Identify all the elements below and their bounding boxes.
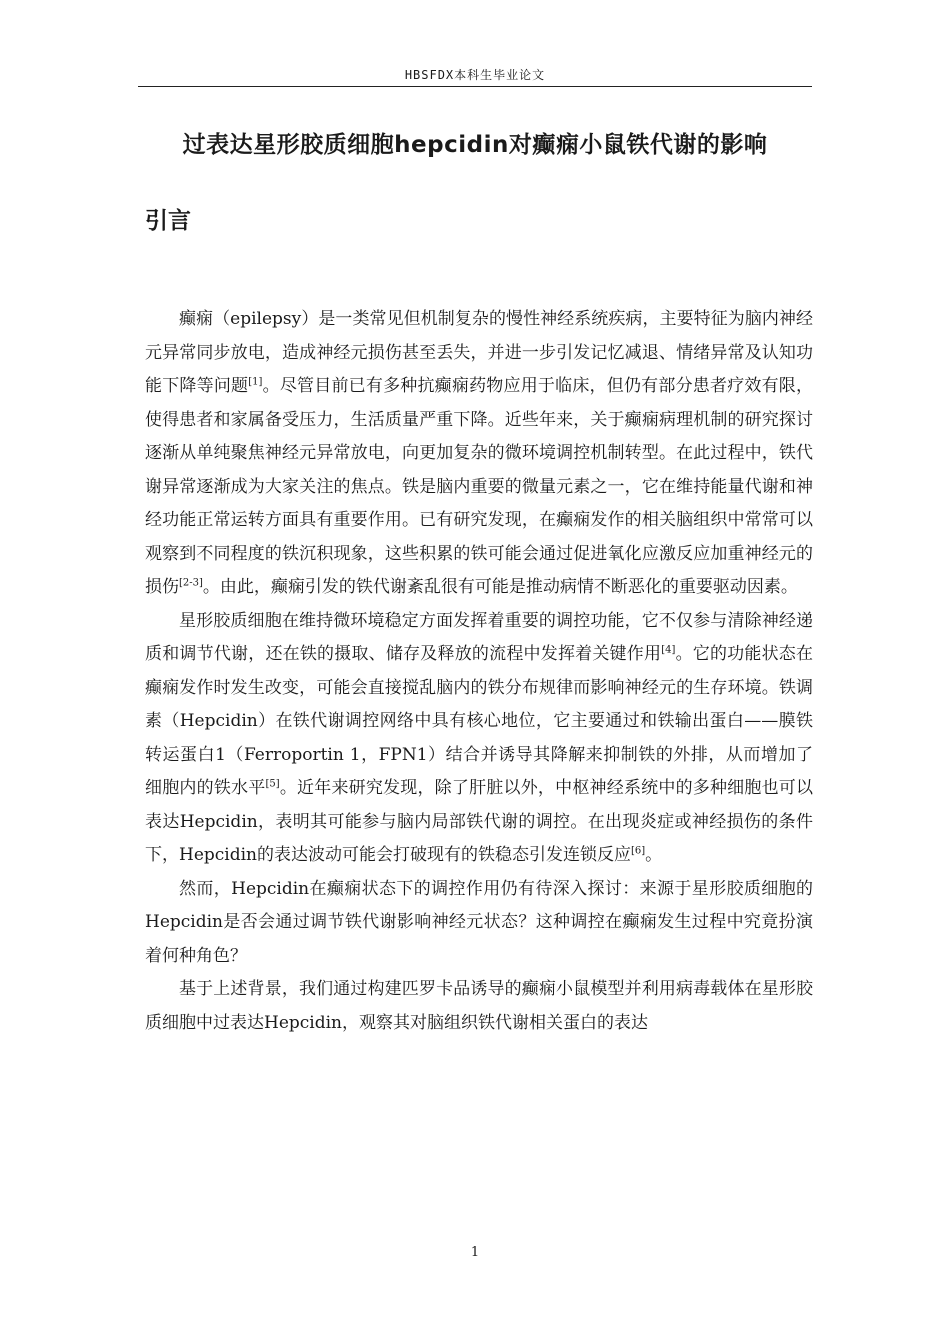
document-title: 过表达星形胶质细胞hepcidin对癫痫小鼠铁代谢的影响 <box>182 132 768 158</box>
running-header: HBSFDX本科生毕业论文 <box>404 68 546 82</box>
citation-ref: [6] <box>631 845 646 857</box>
paragraph-text: 。尽管目前已有多种抗癫痫药物应用于临床，但仍有部分患者疗效有限，使得患者和家属备受压力，生活质量严重下降。近些年来，关于癫痫病理机制的研究探讨逐渐从单纯聚焦神经元异常放电，向更加复杂的微环境调控机制转型。在此过程中，铁代谢异常逐渐成为大家关注的焦点。铁是脑内重要的微量元素之一，它在维持能量代谢和神经功能正常运转方面具有重要作用。已有研究发现，在癫痫发作的相关脑组织中常常可以观察到不同程度的铁沉积现象，这些积累的铁可能会通过促进氧化应激反应加重神经元的损伤 <box>145 376 814 597</box>
citation-ref: [1] <box>248 376 263 388</box>
body-text <box>145 303 813 1040</box>
paragraph-text: 基于上述背景，我们通过构建匹罗卡品诱导的癫痫小鼠模型并利用病毒载体在星形胶质细胞中过表达Hepcidin，观察其对脑组织铁代谢相关蛋白的表达 <box>145 979 813 1033</box>
paragraph-text: 星形胶质细胞在维持微环境稳定方面发挥着重要的调控功能，它不仅参与清除神经递质和调节代谢，还在铁的摄取、储存及释放的流程中发挥着关键作用 <box>145 610 813 664</box>
paragraph-4 <box>145 973 813 1040</box>
page-number: 1 <box>470 1245 480 1260</box>
paragraph-text: 。 <box>645 845 663 865</box>
paragraph-1 <box>145 303 813 605</box>
paragraph-text: 癫痫（epilepsy）是一类常见但机制复杂的慢性神经系统疾病，主要特征为脑内神经元异常同步放电，造成神经元损伤甚至丢失，并进一步引发记忆减退、情绪异常及认知功能下降等问题 <box>145 309 813 396</box>
paragraph-text: 。由此，癫痫引发的铁代谢紊乱很有可能是推动病情不断恶化的重要驱动因素。 <box>202 577 798 597</box>
paragraph-text: 。近年来研究发现，除了肝脏以外，中枢神经系统中的多种细胞也可以表达Hepcidin，表明其可能参与脑内局部铁代谢的调控。在出现炎症或神经损伤的条件下，Hepcidin的表达波动可能会打破现有的铁稳态引发连锁反应 <box>145 778 814 865</box>
citation-ref: [5] <box>265 778 280 790</box>
paragraph-2 <box>145 605 813 873</box>
header-rule <box>138 86 812 87</box>
citation-ref: [4] <box>661 644 676 656</box>
paragraph-text: 。它的功能状态在癫痫发作时发生改变，可能会直接搅乱脑内的铁分布规律而影响神经元的生存环境。铁调素（Hepcidin）在铁代谢调控网络中具有核心地位，它主要通过和铁输出蛋白——膜铁转运蛋白1（Ferroportin 1，FPN1）结合并诱导其降解来抑制铁的外排，从而增加了细胞内的铁水平 <box>145 644 814 798</box>
citation-ref: [2-3] <box>179 577 203 589</box>
section-heading: 引言 <box>145 208 191 234</box>
paragraph-text: 然而，Hepcidin在癫痫状态下的调控作用仍有待深入探讨：来源于星形胶质细胞的Hepcidin是否会通过调节铁代谢影响神经元状态？这种调控在癫痫发生过程中究竟扮演着何种角色？ <box>145 878 813 966</box>
paragraph-3 <box>145 873 813 974</box>
